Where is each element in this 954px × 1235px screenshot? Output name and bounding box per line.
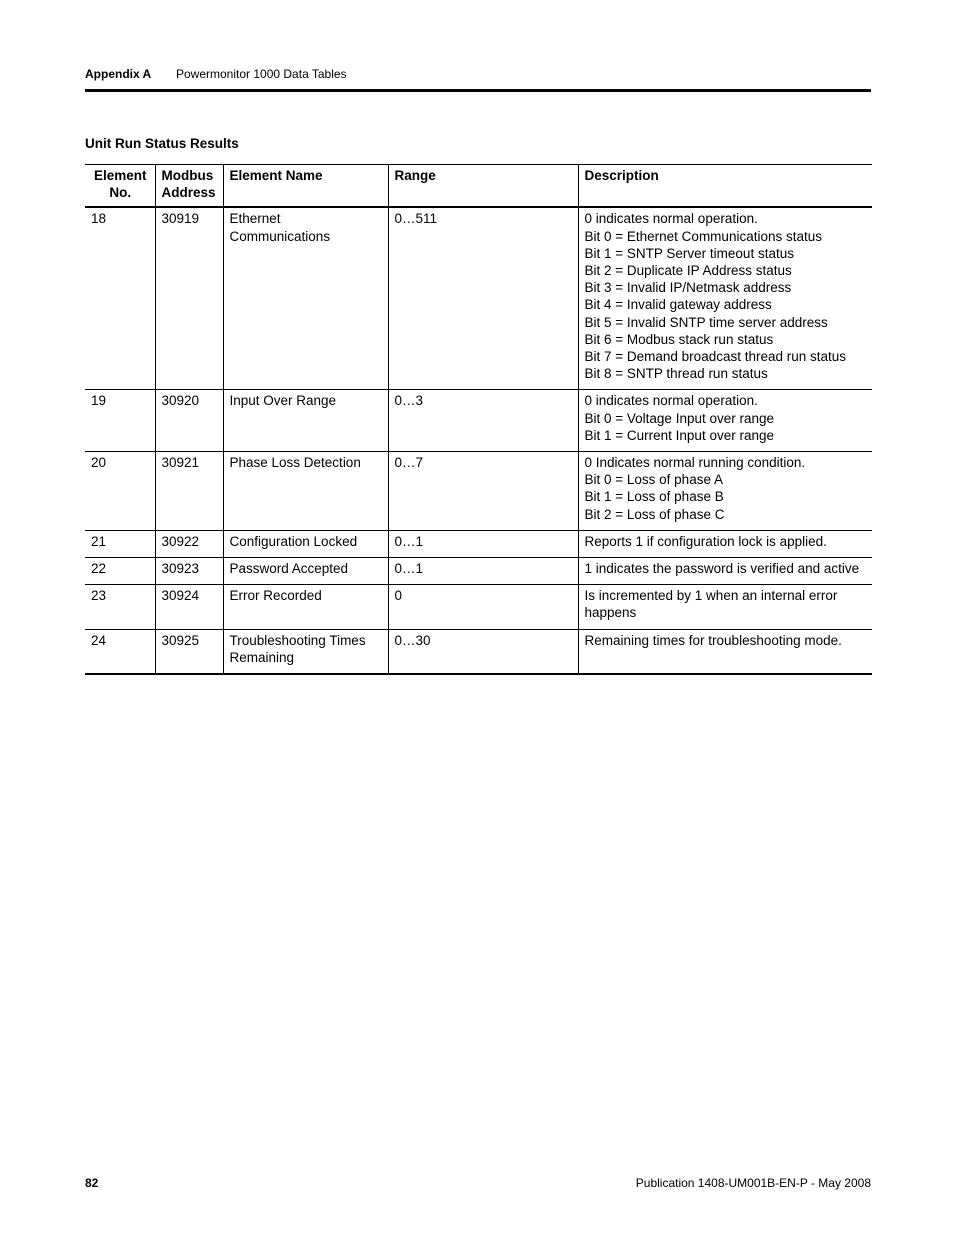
modbus-address-cell: 30923 (155, 558, 223, 585)
description-line: Is incremented by 1 when an internal error (584, 588, 838, 604)
description-line: Bit 0 = Voltage Input over range (584, 410, 775, 426)
range-cell: 0…1 (388, 530, 578, 557)
element-name-line: Troubleshooting Times (229, 632, 366, 648)
publication-info: Publication 1408-UM001B-EN-P - May 2008 (635, 1176, 871, 1190)
description-line: Bit 1 = SNTP Server timeout status (584, 245, 794, 261)
element-name-cell (223, 390, 388, 452)
range-cell: 0…511 (388, 207, 578, 390)
element-name-line: Input Over Range (229, 393, 337, 409)
appendix-label: Appendix A (85, 67, 152, 81)
running-header (85, 66, 871, 82)
modbus-address-cell: 30920 (155, 390, 223, 452)
element-name-cell (223, 530, 388, 557)
col-header-element-no: Element No. (85, 165, 155, 208)
header-rule (85, 89, 871, 92)
description-line: Bit 1 = Loss of phase B (584, 489, 724, 505)
modbus-address-cell: 30925 (155, 629, 223, 674)
range-cell: 0…7 (388, 452, 578, 531)
element-no-cell: 23 (85, 585, 155, 629)
description-line: Reports 1 if configuration lock is applied. (584, 533, 827, 549)
table-row (85, 530, 872, 557)
element-name-cell (223, 585, 388, 629)
element-name-cell (223, 558, 388, 585)
element-no-cell: 20 (85, 452, 155, 531)
description-line: Remaining times for troubleshooting mode. (584, 632, 842, 648)
col-header-description: Description (578, 165, 872, 208)
description-cell (578, 452, 872, 531)
section-title: Powermonitor 1000 Data Tables (176, 67, 347, 81)
description-line: 0 Indicates normal running condition. (584, 455, 806, 471)
table-row (85, 585, 872, 629)
description-line: Bit 8 = SNTP thread run status (584, 366, 768, 382)
modbus-address-cell: 30919 (155, 207, 223, 390)
description-line: Bit 2 = Duplicate IP Address status (584, 263, 792, 279)
table-header-row (85, 165, 872, 208)
range-cell: 0…30 (388, 629, 578, 674)
table-body (85, 207, 872, 674)
range-cell: 0…3 (388, 390, 578, 452)
modbus-address-cell: 30922 (155, 530, 223, 557)
range-cell: 0 (388, 585, 578, 629)
col-header-element-name: Element Name (223, 165, 388, 208)
table-row (85, 207, 872, 390)
description-line: Bit 4 = Invalid gateway address (584, 297, 772, 313)
element-name-cell (223, 629, 388, 674)
modbus-address-cell: 30921 (155, 452, 223, 531)
description-line: Bit 1 = Current Input over range (584, 427, 774, 443)
description-line: Bit 7 = Demand broadcast thread run status (584, 349, 847, 365)
unit-run-status-table (85, 164, 872, 675)
description-line: Bit 5 = Invalid SNTP time server address (584, 314, 828, 330)
description-line: Bit 0 = Loss of phase A (584, 472, 723, 488)
element-name-line: Error Recorded (229, 588, 322, 604)
col-header-modbus-address: Modbus Address (155, 165, 223, 208)
description-cell (578, 530, 872, 557)
description-line: Bit 0 = Ethernet Communications status (584, 228, 822, 244)
element-no-cell: 24 (85, 629, 155, 674)
description-cell (578, 629, 872, 674)
description-line: 0 indicates normal operation. (584, 393, 758, 409)
description-cell (578, 207, 872, 390)
element-name-cell (223, 207, 388, 390)
description-line: 0 indicates normal operation. (584, 211, 758, 227)
modbus-address-cell: 30924 (155, 585, 223, 629)
element-name-line: Remaining (229, 649, 295, 665)
table-row (85, 558, 872, 585)
description-line: Bit 2 = Loss of phase C (584, 506, 725, 522)
description-line: Bit 3 = Invalid IP/Netmask address (584, 280, 792, 296)
element-name-cell (223, 452, 388, 531)
element-no-cell: 22 (85, 558, 155, 585)
table-title: Unit Run Status Results (85, 136, 239, 151)
description-line: 1 indicates the password is verified and active (584, 561, 860, 577)
element-no-cell: 21 (85, 530, 155, 557)
col-header-range: Range (388, 165, 578, 208)
description-cell (578, 558, 872, 585)
description-line: Bit 6 = Modbus stack run status (584, 331, 774, 347)
description-line: happens (584, 605, 637, 621)
range-cell: 0…1 (388, 558, 578, 585)
description-cell (578, 390, 872, 452)
element-name-line: Password Accepted (229, 561, 349, 577)
page-number: 82 (85, 1176, 99, 1190)
element-no-cell: 18 (85, 207, 155, 390)
element-name-line: Configuration Locked (229, 533, 358, 549)
table-row (85, 390, 872, 452)
table-row (85, 452, 872, 531)
table-row (85, 629, 872, 674)
description-cell (578, 585, 872, 629)
element-name-line: Ethernet Communications (229, 211, 331, 244)
element-no-cell: 19 (85, 390, 155, 452)
element-name-line: Phase Loss Detection (229, 455, 361, 471)
